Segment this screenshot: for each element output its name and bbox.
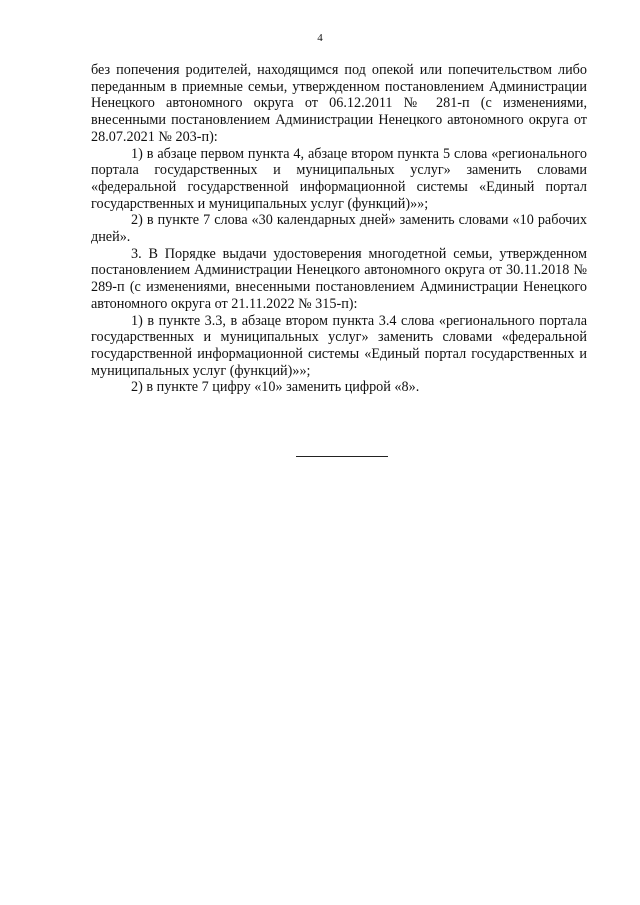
paragraph-section-3-item-2: 2) в пункте 7 цифру «10» заменить цифрой «8». (131, 379, 420, 396)
paragraph-item-2: 2) в пункте 7 слова «30 календарных дней» заменить словами «10 рабочих дней». (91, 212, 587, 246)
paragraph-continuation: без попечения родителей, находящимся под опекой или попечительством либо переданным в приемные семьи, утвержденном постановлением Администрации Ненецкого автономного округа от 06.12.2011 № 281-п (с изменениями, внесенными постановлением Администрации Ненецкого автономного округа от 28.07.2021 № 203-п): (91, 62, 587, 145)
paragraph-item-1: 1) в абзаце первом пункта 4, абзаце втором пункта 5 слова «регионального портала государственных и муниципальных услуг» заменить словами «федеральной государственной информационной системы «Единый портал государственных и муниципальных услуг (функций)»»; (91, 145, 587, 212)
paragraph-section-3-item-1: 1) в пункте 3.3, в абзаце втором пункта 3.4 слова «регионального портала государственных и муниципальных услуг» заменить словами «федеральной государственной информационной системы «Единый портал государственных и муниципальных услуг (функций)»»; (91, 312, 587, 379)
paragraph-section-3: 3. В Порядке выдачи удостоверения многодетной семьи, утвержденном постановлением Администрации Ненецкого автономного округа от 30.11.2018 № 289-п (с изменениями, внесенными постановлением Администрации Ненецкого автономного округа от 21.11.2022 № 315-п): (91, 245, 587, 312)
end-divider-line (296, 456, 388, 457)
page-number: 4 (317, 32, 323, 44)
document-body (91, 62, 587, 396)
